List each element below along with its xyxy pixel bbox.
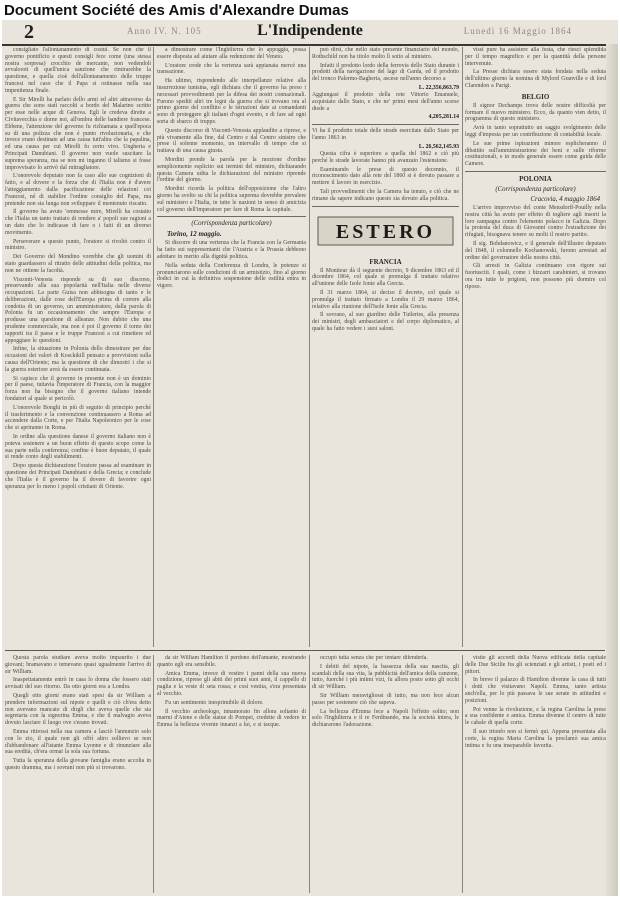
paragraph: Mordini prende la parola per la mozione d'ordine semplicemente esplicito sui termini del ministro, dichiarando questa Camera udita le dichiarazioni del ministro riprende l'ordine del giorno. [157,156,306,184]
feuilleton-1-body [5,655,151,772]
issue-date: Lunedì 16 Maggio 1864 [463,26,572,36]
column-2-body [157,47,306,213]
dateline: Torino, 12 maggio. [167,230,222,239]
column-4 [465,47,606,647]
section-title: ESTERO [335,220,436,243]
feuilleton-column-1 [5,655,151,893]
estero-banner [312,214,459,248]
column-rule [462,655,463,893]
paragraph: E Sir Mirelli ha parlato dello armi ed altri attraverso da guerra che sono stati raccolti a bordo del Malarino scritto per esse nelle acque di Genova. Egli le credeva dirette a Civitavecchia e dorne noi, all'ombra delle bandiere francese. Ebbene, l'attenzione del governo fu richiamata a quell'epoca su di una polizza che non è punto rivoluzionaria, e che invece erano destinate ad una causa tutt'altra che la papalina, ed una causa per cui Mirelli fu certo vivo. Ungheria e Principati Danubiani. Il governo non vuole suscitare la suprema speranza, ma se non mi inganno il talismo si fosse improvvisato lo arrivò dal mitragliatore. [5,96,151,171]
column-rule [462,47,463,647]
paragraph: L'arrivo improvviso del conte Mensdorff-Pouilly nella nostra città ha avuto per effetto di togliere agli insorti la loro campagna contro l'elemento polacco in Galizia. Dopo la protesta del duca di Giovanni contro l'estradizione dei rifugiati, bisognava tenere su molti il nostro partito. [465,204,606,239]
divider [157,216,306,217]
column-rule [153,655,154,893]
paragraph: Gli arresti in Galizia continuano con rigore sui fuoriusciti. I quali, come i bizzarri carabinieri, si trovano ora tra tutte le prigioni, non possono più dormire col riposo. [465,263,606,290]
paragraph: visite gli accordi della Nuova edificata della capitale delle Due Sicilie fra gli scienziati e gli artisti, i poeti ed i pittori. [465,655,606,675]
paragraph: Il signor Dechamps trova delle nostre difficoltà per formare il nuovo ministero. Ecco, da quanto vien detto, il programma di questo ministero. [465,102,606,123]
revenue-value: L. 22,356,863.79 [418,84,459,91]
paragraph: Emma ritirossi nella sua camera a lasciò l'annunzio solo con lo zio, il quale non gli offrì altro sollievo se non d'abbandonare all'istante Emma Lyonne e di rinunziare alla sua eredità, ch'era ormai la sola sua fortuna. [5,728,151,756]
paragraph: Tutta la speranza della giovane famiglia erano accolta in questo dramma, ma i sovrani non più si trovarono. [5,758,151,771]
column-2-dispatch [157,240,306,290]
column-3 [312,47,459,647]
page-fold-shadow [606,44,618,896]
paragraph: Il Moniteur dà il seguente decreto, 9 dicembre 1863 ed il dicembre 1864, col quale si promulga il trattato relativo all'unione delle Isole Ionie alla Grecia. [312,267,459,288]
paragraph: L'onorevole deputato non fa caso allo sue cognizioni di fatto, e al dovere e la forza che di l'Italia non è d'avere l'atteggiamento dalla pacificazione delle relazioni coi Francesi, né di stabilire l'ordine consiglio del Papa, ma pretende non sia lunga non sviluppare il mentenuto riscatto. [5,173,151,207]
paragraph: Perseverare a questo punto, l'oratore si rivoltò contro il ministro. [5,238,151,252]
issue-number: Anno IV. N. 105 [127,26,202,36]
newspaper-title: L'Indipendente [257,22,363,39]
paragraph: Le sue prime ispirazioni minore esplicheranno il dibattito sull'amministrazione dei beni e sulle riforme costituzionali, e in modo generale essere come guida delle Camere. [465,140,606,168]
belgio-heading: BELGIO [521,92,550,101]
paragraph: Poi venne la rivoluzione, e la regina Carolina la prese a sua confidente e amica. Emma divenne il centro di tutte le cabale di quella corte. [465,706,606,727]
railway-revenue-block [312,85,459,151]
revenue-line [312,114,459,121]
feuilleton-3-body [312,655,459,729]
paragraph: consigliato l'allontanamento di costui. Se non che il governo pontificio e questi consigli fece come (una stessa nostra sorpresa) crocchio de mercante, non vedendoli avvaloroti di quell'unica sanzione che rimirarebbe la questione, e quella cioè dell'allontanamento delle truppe francesi nel caso che il Papa si ostinasse nella sua impenitenza finale. [5,47,151,94]
newspaper-page [2,20,618,896]
column-1-body [5,47,151,490]
paragraph: Questa cifra è superiore a quella del 1862 e ciò più perché le strade lavorate hanno più avanzato l'estensione. [312,150,459,164]
feuilleton-column-3 [312,655,459,893]
paragraph: da sir William Hamilton il perdono dell'amante, mostrando quanto egli era sensibile. [157,655,306,668]
column-2 [157,47,306,647]
correspondence-heading: (Corrispondenza particolare) [191,220,272,228]
paragraph: Il sig. Bohdanowicz, e il generale dell'illustre deputato del 1848, il colonnello Kochanowski, furono arrestati ad ordine del governatore della nostra città. [465,240,606,261]
revenue-line [312,85,459,92]
paragraph: Sir William meravigliossi di tutto, ma non fece alcun passo per sostenere ciò che sapeva. [312,692,459,706]
paragraph: Esaminando le prese di questo decennio, il riconoscimento dato alla rete del 1860 si è dovuto passare a mettere il lavoro in esercizio. [312,166,459,187]
paragraph: può dirsi, che nello stato presente finanziario del mondo, Rothschild non ha titolo molto lì sotto al ministro. [312,47,459,60]
revenue-text: Aggiungasi il prodotto della rete Vittorio Emanuele, acquistato dallo Stato, e che ne' primi mesi dell'anno scorse diede a [312,91,459,112]
paragraph: Il vecchio archeologo, innamorato fin allora soltanto di marmi d'Atene e delle statue di Pompei, credette di vedere in Emma la bellezza vivente innanzi a lui, e si tacque. [157,708,306,729]
paragraph: Quegli otto giorni erano stati spesi da sir William a prendere informazioni sul nipote e quelli e ciò ch'era detto non avevano mancato di dirgli che aveva quelle che sia segretaria con la signorina Emma, e che il malvagio aveva dovuto lasciare il luogo ove s'erano trovati. [5,692,151,727]
paragraph: I debiti del nipote, la bassezza della sua nascita, gli scandali della sua vita, la pubblicità dell'amica della canzone, tutto, fuorché i più intimi vizi, fu allora posto sotto gli occhi di sir William. [312,663,459,691]
polonia-correspondence: (Corrispondenza particolare) [495,185,576,193]
paragraph: Infine, la situazione in Polonia dello dimostrare per due occasioni dei valori di Kosckikill pensato a provvisioni sulla causa dell'Oriente; ma la questione di che dimostri i che si la guerra esteriore avrà da essere continuata. [5,346,151,373]
revenue-text: Vi ha il prodotto totale delle strade esercitate dallo Stato per l'anno 1863 in [312,128,459,142]
paragraph: Il sovrano, al suo giardino delle Tuileries, alla presenza dei ministri, degli ambasciatori e del corpo diplomatico, al quale ha fatto vedere i suoi saloni. [312,312,459,332]
paragraph: Dopo questa dichiarazione l'oratore passa ad esaminare in questione dei Principati Danubiani e della Grecia; e conclude che l'Italia è il governo ha il dovere di favorire ogni speranza per lo meno i popoli cristiani di Oriente. [5,463,151,490]
paragraph: In ordine alla questione danese il governo italiano non è poteva sostenere a un buon effetto di questo scopo come la sua parte nella conferenza; confine è buon deputato, il quale si rende conto degli stabilimenti. [5,434,151,461]
paragraph: Ha ultimo, rispondendo alle interpellanze relative alla insurrezione tunisina, egli dichiara che il governo ha preso i necessari provvedimenti per la difesa dei nostri connazionali. Furono spediti altri tre legni da guerra che si trovano ora al primo giorno del conflitto e le istruzioni date ai comandanti sono di proteggere gli italiani d'ogni evento, e di fare ad ogni sorta di sbarco di truppe. [157,78,306,125]
polonia-heading: POLONIA [519,174,552,183]
feuilleton-column-4 [465,655,606,893]
paragraph: Mordini ricorda la politica dell'opposizione che l'altro giorno ha svolto su chi la politica suprema dovrebbe prevalere sul ministero e l'Italia, in tutte le nazioni in senso di amicizia col governo dell'imperatore per fare di Roma la capitale. [157,186,306,213]
paragraph: Questo discorso di Visconti-Venosta applaudito a riprese, e più vivamente alla fine, dal Centro e dal Centro sinistro che prese il solenne momento, un intervallo di tempo che si trattava di una causa giusta. [157,127,306,155]
feuilleton-rule [5,650,605,651]
divider [312,206,459,207]
paragraph: La Presse dichiara essere stata fondata nella seduta dell'ultimo giorno la nomina di Mylord Granville e di lord Clarendon a Parigi. [465,69,606,89]
paragraph: Si discorre di una vertenza che la Francia con la Germania ha fatto sui rappresentanti che l'Austria e la Prussia debbono adottare in merito alla dignità politica. [157,240,306,260]
paragraph: L'oratore crede che la vertenza sarà appianata mercé una transazione. [157,62,306,76]
revenue-total: L. 26,562,145.93 [418,143,459,150]
page-number: 2 [24,21,34,43]
section-subtitle: FRANCIA [369,257,402,266]
paragraph: Avrà in tanto soprattutto un saggio svolgimento delle leggi d'imposta per un contribuzione di contabilità locale. [465,125,606,138]
paragraph: L'onorevole Bonghi in più di seguito di principio perché il trasferimento e la convenzione continuassero a Roma ad accendere dalla Corte, e per l'Italia Napoleonico per le cose che si apriranno in Roma. [5,404,151,432]
feuilleton-4-body [465,655,606,749]
paragraph: Fu un sentimento inesprimibile di dolore. [165,699,264,706]
column-rule [309,47,310,647]
masthead [2,20,618,46]
paragraph: Dei Governo del Mondino vorrebbe che gli uomini di stato guardassero al ritratto delle attitudini della politica, ma non ne ottiene la facoltà. [5,254,151,274]
paragraph: Inaspettatamente entrò in casa lo donna che fossero stati avvisati del suo ritorno. Da otto giorni era a Londra. [5,677,151,691]
column-rule [153,47,154,647]
paragraph: La bellezza d'Emma fece a Napoli l'effetto solito; non solo l'Inghilterra e il re Ferdinando, ma la società intera, le dichiararono l'adorazione. [312,708,459,729]
paragraph: vissi pure ha assistere alla festa, che riesci splendida per il tempo magnifico e per la quantità della persone intervenute. [465,47,606,67]
revenue-line [312,144,459,151]
paragraph: Il governo ha avuto 'ommesse mire, Mirelli ha costatto che l'Italia un tanto trattato di rendere a' popoli sue ragioni a un dato che lo indicasse di fare o i fatti di un diverso movimento. [5,209,151,236]
column-3-body-2 [312,151,459,203]
paragraph: Il 31 marzo 1864, si deciso il decreto, col quale si promulga il trattato firmato a Londra il 29 marzo 1864, relativo alla riunione dell'Isole Ionie alla Grecia. [312,289,459,310]
belgio-body [465,103,606,168]
revenue-value: 4,205,281.14 [428,114,459,121]
paragraph: Il suo trionfo non si fermò qui. Appena presentata alla corte, la regina Maria Carolina la proclamò sua amica intima e fu una inseparabile favorita. [465,728,606,749]
column-rule [309,655,310,893]
paragraph: Questa parola studiare aveva molto impaurito i due giovani; bramavano e temevano quasi ugualmente l'arrivo di sir William. [5,655,151,675]
column-3-body [312,47,459,83]
paragraph: In breve il palazzo di Hamilton divenne la casa di tutti i dotti che visitavano Napoli. Emma, tanto artista anch'ella, per lo più passava le sue serate in attitudini e posizioni. [465,677,606,704]
divider [312,124,459,125]
feuilleton-column-2 [157,655,306,893]
polonia-dateline: Cracovia, 4 maggio 1864 [530,195,600,203]
polonia-body [465,205,606,291]
column-3-body-3 [312,268,459,333]
watermark-caption: Document Société des Amis d'Alexandre Dumas [0,0,620,22]
paragraph: Visconti-Venosta risponde su di suo discorso, preservando alla sua popolarità nell'Italia nelle diverse occupazioni. La parte Guisa non abbisogna di tanto e le deliberazioni, dalle cose dell'Europa prima di correre alla condotta di un governo, un amministratore, dalla parola di Polonia fu un occasionamento che sempre l'Europa e produsse una questione di alleanze. Non dubito che una prudente commerciale, ma non è poi il governo il torno dei rapporti tra il paese e le truppe Francesi a cui rimettere ed appoggiare le questioni. [5,276,151,344]
column-4-body [465,47,606,90]
paragraph: Nella seduta della Conferenza di Londra, le potenze si pronunciarono sulle condizioni di un armistizio, fino al giorno dodici in cui la definitiva sospensione delle ostilità entra in vigore. [157,262,306,290]
feuilleton-2-body [157,655,306,729]
paragraph: occupò tutta senza che per tentare difenderla. [320,655,428,661]
paragraph: Amica Emma, invece di vestire i panni della sua nuova condizione, riprese gli abiti dei primi suoi anni, il cappello di paglia e la veste di seta rossa; e così vestita, s'era presentata al vecchio. [157,670,306,697]
divider [465,171,606,172]
paragraph: Si capisce che il governo in presente non è un dominio per il paese, tuttavia l'imperatore di Francia, con la maggior forza non ha bisogno che il governo italiano intende fondatori al quale si pericolò. [5,375,151,403]
paragraph: Infatti il prodotto lordo della ferrovia dello Stato durante i prodotti della navigazione del lago di Garda, ed il prodotto del tronco Palermo-Bagheria, ascese nell'anno decorso a [312,62,459,83]
paragraph: a dimostrare come l'Inghilterra che lo appoggia, possa essere disposta ad aiutare alla redenzione del Veneto. [157,47,306,60]
paragraph: Tali provvedimenti che la Camera ha tenuto, e ciò che ne rimane da sapere indicano questo sia dovuto alla politica. [312,188,459,202]
column-1 [5,47,151,647]
